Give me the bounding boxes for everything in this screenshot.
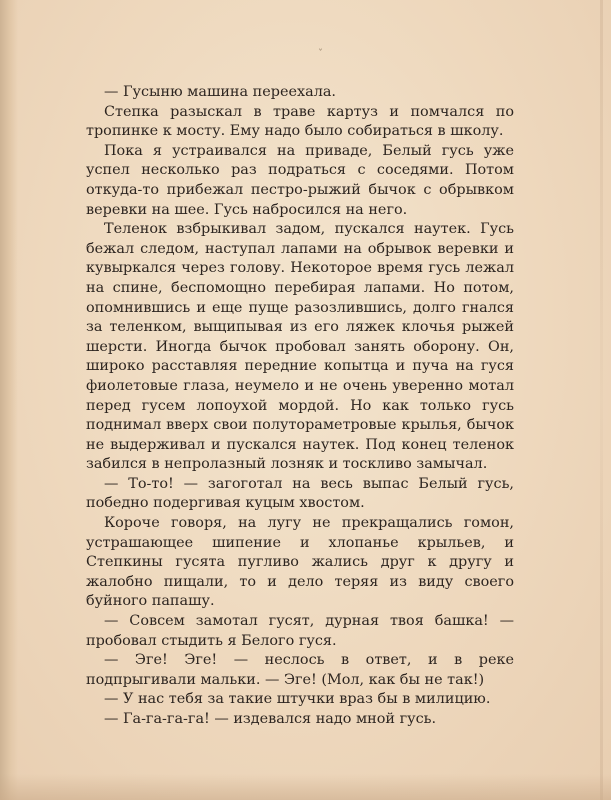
paragraph-6: Короче говоря, на лугу не прекращались гомон, устрашающее шипение и хлопанье крыльев, и Степкины гусята пугливо жались друг к другу и жалобно пищали, то и дело теряя из виду своего буйного папашу. — [86, 515, 514, 610]
page-bottom-edge — [0, 774, 611, 800]
paragraph-4: Теленок взбрыкивал задом, пускался наутек. Гусь бежал следом, наступал лапами на обрывок веревки и кувыркался через голову. Некоторое время гусь лежал на спине, беспомощно перебирая лапами. Но потом, опомнившись и еще пуще разозлившись, долго гнался за теленком, выщипывая из его ляжек клочья рыжей шерсти. Иногда бычок пробовал занять оборону. Он, широко расставляя передние копытца и пуча на гуся фиолетовые глаза, неумело и не очень уверенно мотал перед гусем лопоухой мордой. Но как только гусь поднимал вверх свои полутораметровые крылья, бычок не выдерживал и пускался наутек. Под конец теленок забился в непролазный лозняк и тоскливо замычал. — [86, 221, 514, 473]
page-fold-crease — [600, 0, 603, 800]
paragraph-8: — Эге! Эге! — неслось в ответ, и в реке подпрыгивали мальки. — Эге! (Мол, как бы не так!) — [86, 652, 514, 688]
page-text — [86, 83, 514, 730]
page-spine-shadow — [0, 0, 18, 800]
paragraph-7: — Совсем замотал гусят, дурная твоя башка! — пробовал стыдить я Белого гуся. — [86, 613, 514, 649]
paragraph-3: Пока я устраивался на приваде, Белый гусь уже успел несколько раз подраться с соседями. Потом откуда-то прибежал пестро-рыжий бычок с обрывком веревки на шее. Гусь набросился на него. — [86, 142, 514, 218]
paragraph-9: — У нас тебя за такие штучки враз бы в милицию. — [104, 691, 491, 708]
paragraph-1: — Гусыню машина переехала. — [104, 84, 336, 100]
paragraph-2: Степка разыскал в траве картуз и помчался по тропинке к мосту. Ему надо было собираться в школу. — [86, 103, 514, 140]
paper-speck: ˇ — [318, 49, 323, 60]
paragraph-5: — То-то! — загоготал на весь выпас Белый гусь, победно подергивая куцым хвостом. — [86, 475, 514, 512]
paragraph-10: — Га-га-га-га! — издевался надо мной гусь. — [104, 711, 437, 727]
